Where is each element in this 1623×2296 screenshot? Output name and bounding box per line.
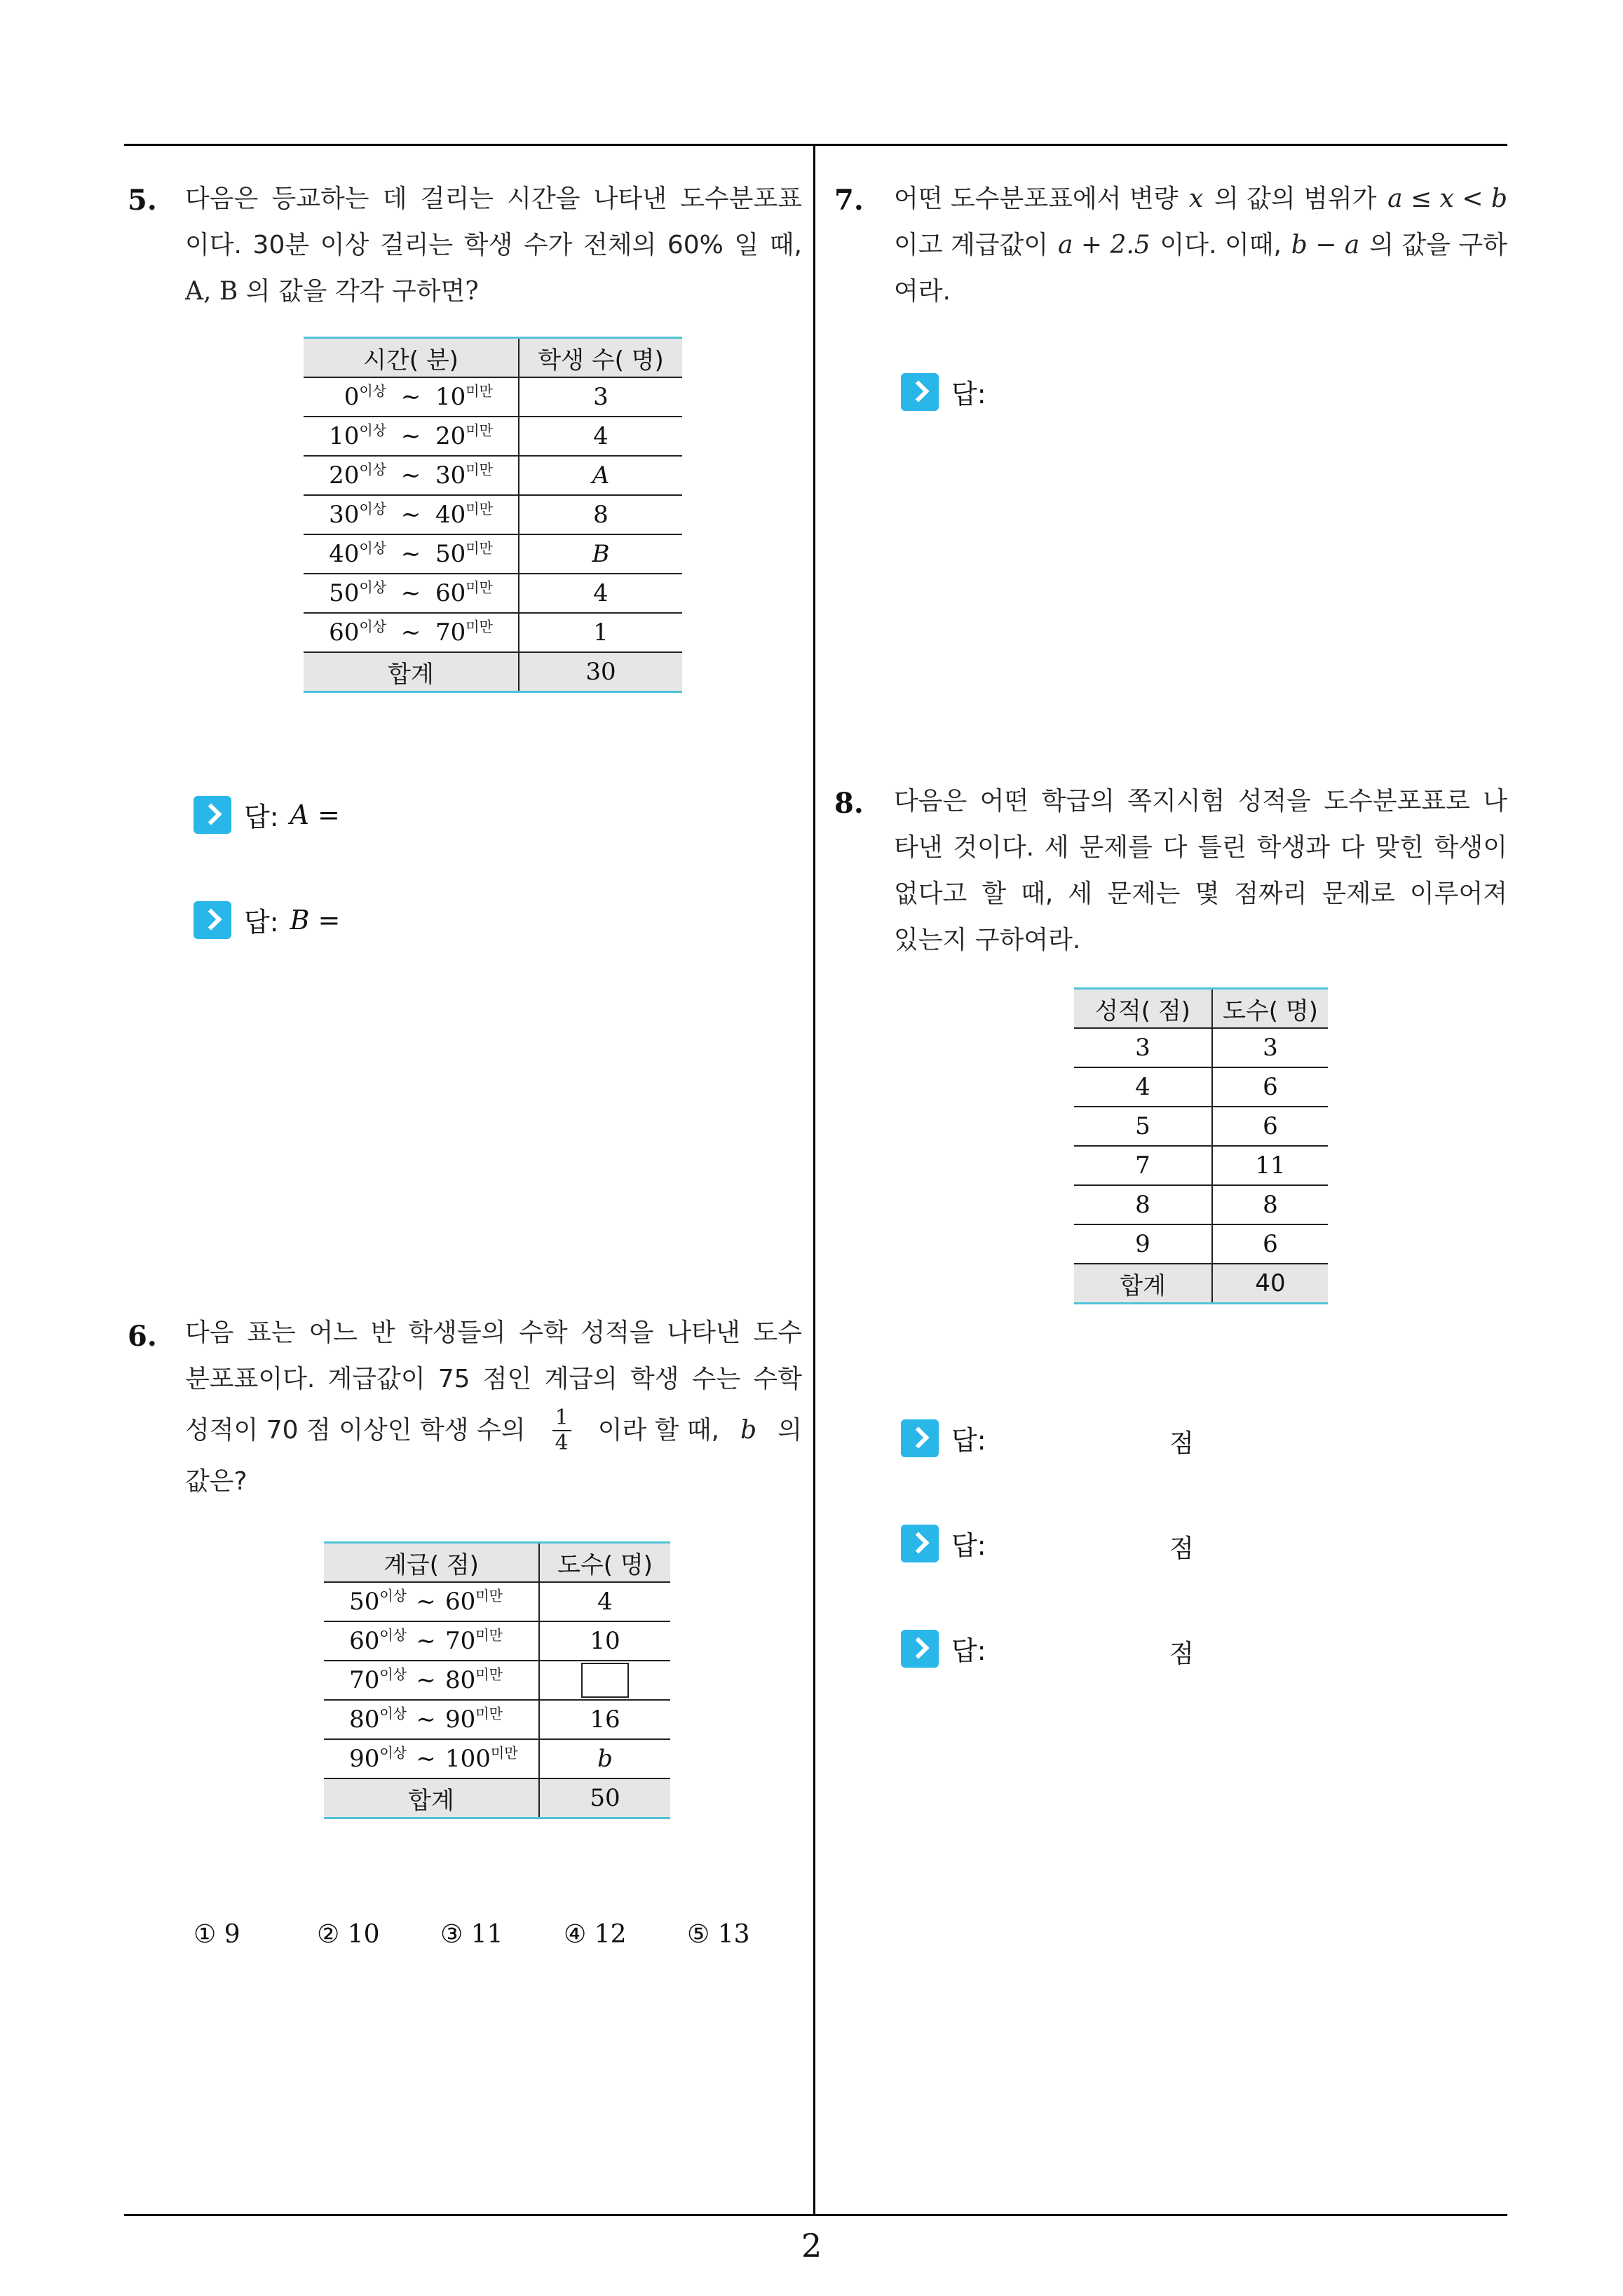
bottom-rule (124, 2214, 1507, 2216)
chevron-right-icon (193, 796, 231, 834)
table-row (324, 1739, 670, 1778)
q5-header-count: 학생 수( 명) (519, 338, 682, 378)
chevron-right-icon (901, 373, 939, 411)
total-value: 40 (1212, 1264, 1328, 1304)
chevron-right-icon (901, 1630, 939, 1668)
q7-answer[interactable] (901, 372, 998, 411)
q8-line-3: 없다고 할 때, 세 문제는 몇 점짜리 문제로 이루어져 (894, 879, 1507, 908)
q8-header-score: 성적( 점) (1074, 989, 1212, 1029)
class-range: $90^{이상}$ ∼ $100^{미만}$ (349, 1744, 518, 1773)
table-row (324, 1582, 670, 1621)
q5-header-time: 시간( 분) (304, 338, 519, 378)
table-row (304, 377, 682, 417)
class-range: $40^{이상}$ ∼ $50^{미만}$ (329, 539, 493, 568)
class-range: $60^{이상}$ ∼ $70^{미만}$ (349, 1626, 503, 1655)
q8-answer-2[interactable] (901, 1524, 998, 1562)
class-range: $10^{이상}$ ∼ $20^{미만}$ (329, 421, 493, 450)
choice-1[interactable]: ① 9 (193, 1920, 240, 1949)
q5-line-1: 다음은 등교하는 데 걸리는 시간을 나타낸 도수분포표 (185, 184, 802, 213)
q8-number: 8. (834, 787, 864, 820)
table-row (324, 1700, 670, 1739)
q7-text (894, 176, 1507, 315)
frequency-cell: 6 (1212, 1224, 1328, 1264)
frequency-cell: 1 (519, 613, 682, 652)
q5-number: 5. (128, 184, 157, 217)
table-header-row (304, 338, 682, 378)
total-label: 합계 (304, 652, 519, 692)
table-total-row (1074, 1264, 1328, 1304)
table-row (1074, 1146, 1328, 1185)
blank-box (581, 1663, 629, 1698)
answer-label: 답: (244, 802, 279, 832)
q8-header-count: 도수( 명) (1212, 989, 1328, 1029)
frequency-cell: 8 (519, 495, 682, 534)
class-range: $50^{이상}$ ∼ $60^{미만}$ (349, 1587, 503, 1616)
q5-answer-a[interactable] (193, 795, 340, 834)
frequency-cell: 4 (519, 417, 682, 456)
score-cell: 3 (1074, 1028, 1212, 1067)
table-total-row (304, 652, 682, 692)
fraction-one-quarter: $\frac{1}{4}$ (552, 1406, 571, 1455)
q5-text (185, 176, 802, 315)
table-row (304, 456, 682, 495)
frequency-cell: 10 (539, 1621, 670, 1661)
q6-line-4: 값은? (185, 1467, 247, 1496)
frequency-cell: 3 (519, 377, 682, 417)
table-row (324, 1661, 670, 1700)
table-total-row (324, 1778, 670, 1818)
table-row (304, 495, 682, 534)
q8-line-1: 다음은 어떤 학급의 쪽지시험 성적을 도수분포표로 나 (894, 787, 1507, 816)
choice-5[interactable]: ⑤ 13 (687, 1920, 750, 1949)
answer-label: 답: (951, 1635, 986, 1666)
q6-line-3: 성적이 70 점 이상인 학생 수의 $\frac{1}{4}$ 이라 할 때, b 의 (185, 1405, 802, 1455)
table-row (1074, 1067, 1328, 1107)
frequency-cell: 16 (539, 1700, 670, 1739)
score-cell: 8 (1074, 1185, 1212, 1224)
choice-4[interactable]: ④ 12 (564, 1920, 627, 1949)
table-row (1074, 1224, 1328, 1264)
table-row (1074, 1185, 1328, 1224)
answer-label: 답: (951, 1530, 986, 1561)
frequency-cell: 6 (1212, 1067, 1328, 1107)
q6-line-1: 다음 표는 어느 반 학생들의 수학 성적을 나타낸 도수 (185, 1318, 802, 1347)
score-cell: 5 (1074, 1107, 1212, 1146)
page-number: 2 (801, 2227, 822, 2264)
frequency-cell: 6 (1212, 1107, 1328, 1146)
q5-line-2: 이다. 30분 이상 걸리는 학생 수가 전체의 60% 일 때, (185, 231, 802, 259)
total-label: 합계 (324, 1778, 539, 1818)
answer-label: 답: (244, 907, 279, 938)
table-header-row (324, 1543, 670, 1583)
table-row (324, 1621, 670, 1661)
q8-frequency-table (1074, 987, 1328, 1304)
table-row (304, 613, 682, 652)
q8-answer-1[interactable] (901, 1419, 998, 1457)
answer-label: 답: (951, 379, 986, 410)
answer-unit: 점 (1169, 1429, 1194, 1458)
frequency-cell: 11 (1212, 1146, 1328, 1185)
frequency-cell: b (539, 1739, 670, 1778)
total-label: 합계 (1074, 1264, 1212, 1304)
answer-value: A = (290, 799, 340, 830)
q5-answer-b[interactable] (193, 900, 340, 939)
table-row (304, 417, 682, 456)
frequency-cell: 4 (539, 1582, 670, 1621)
q7-line-1: 어떤 도수분포표에서 변량 x 의 값의 범위가 a ≤ x < b (894, 184, 1507, 213)
answer-value: B = (290, 904, 341, 936)
answer-unit: 점 (1169, 1640, 1194, 1668)
q8-answer-3[interactable] (901, 1629, 998, 1668)
table-row (304, 534, 682, 574)
chevron-right-icon (193, 901, 231, 939)
class-range: $0^{이상}$ ∼ $10^{미만}$ (344, 382, 493, 411)
score-cell: 9 (1074, 1224, 1212, 1264)
choice-3[interactable]: ③ 11 (440, 1920, 503, 1949)
q8-line-2: 타낸 것이다. 세 문제를 다 틀린 학생과 다 맞힌 학생이 (894, 833, 1507, 862)
q7-number: 7. (834, 184, 864, 217)
frequency-cell: B (519, 534, 682, 574)
total-value: 50 (539, 1778, 670, 1818)
q5-frequency-table (304, 337, 682, 693)
q6-text (185, 1310, 802, 1505)
score-cell: 4 (1074, 1067, 1212, 1107)
class-range: $80^{이상}$ ∼ $90^{미만}$ (349, 1705, 503, 1734)
q6-header-class: 계급( 점) (324, 1543, 539, 1583)
score-cell: 7 (1074, 1146, 1212, 1185)
q6-line-2: 분포표이다. 계급값이 75 점인 계급의 학생 수는 수학 (185, 1365, 802, 1393)
column-divider (813, 145, 815, 2215)
top-rule (124, 144, 1507, 146)
q8-text (894, 778, 1507, 964)
q6-number: 6. (128, 1320, 157, 1353)
q7-line-2: 이고 계급값이 a + 2.5 이다. 이때, b − a 의 값을 구하 (894, 231, 1507, 259)
q6-header-count: 도수( 명) (539, 1543, 670, 1583)
q6-choices (193, 1920, 771, 1949)
frequency-cell: 3 (1212, 1028, 1328, 1067)
frequency-cell: 8 (1212, 1185, 1328, 1224)
class-range: $70^{이상}$ ∼ $80^{미만}$ (349, 1666, 503, 1694)
table-row (1074, 1107, 1328, 1146)
frequency-cell: 4 (519, 574, 682, 613)
class-range: $50^{이상}$ ∼ $60^{미만}$ (329, 579, 493, 607)
q7-line-3: 여라. (894, 277, 951, 306)
class-range: $60^{이상}$ ∼ $70^{미만}$ (329, 618, 493, 647)
frequency-cell-blank (539, 1661, 670, 1700)
class-range: $20^{이상}$ ∼ $30^{미만}$ (329, 461, 493, 489)
frequency-cell: A (519, 456, 682, 495)
table-header-row (1074, 989, 1328, 1029)
answer-unit: 점 (1169, 1534, 1194, 1563)
total-value: 30 (519, 652, 682, 692)
q6-frequency-table (324, 1541, 670, 1819)
q8-line-4: 있는지 구하여라. (894, 926, 1081, 954)
chevron-right-icon (901, 1525, 939, 1562)
chevron-right-icon (901, 1419, 939, 1457)
table-row (304, 574, 682, 613)
class-range: $30^{이상}$ ∼ $40^{미만}$ (329, 500, 493, 529)
answer-label: 답: (951, 1425, 986, 1456)
q5-line-3: A, B 의 값을 각각 구하면? (185, 277, 479, 306)
table-row (1074, 1028, 1328, 1067)
choice-2[interactable]: ② 10 (317, 1920, 380, 1949)
